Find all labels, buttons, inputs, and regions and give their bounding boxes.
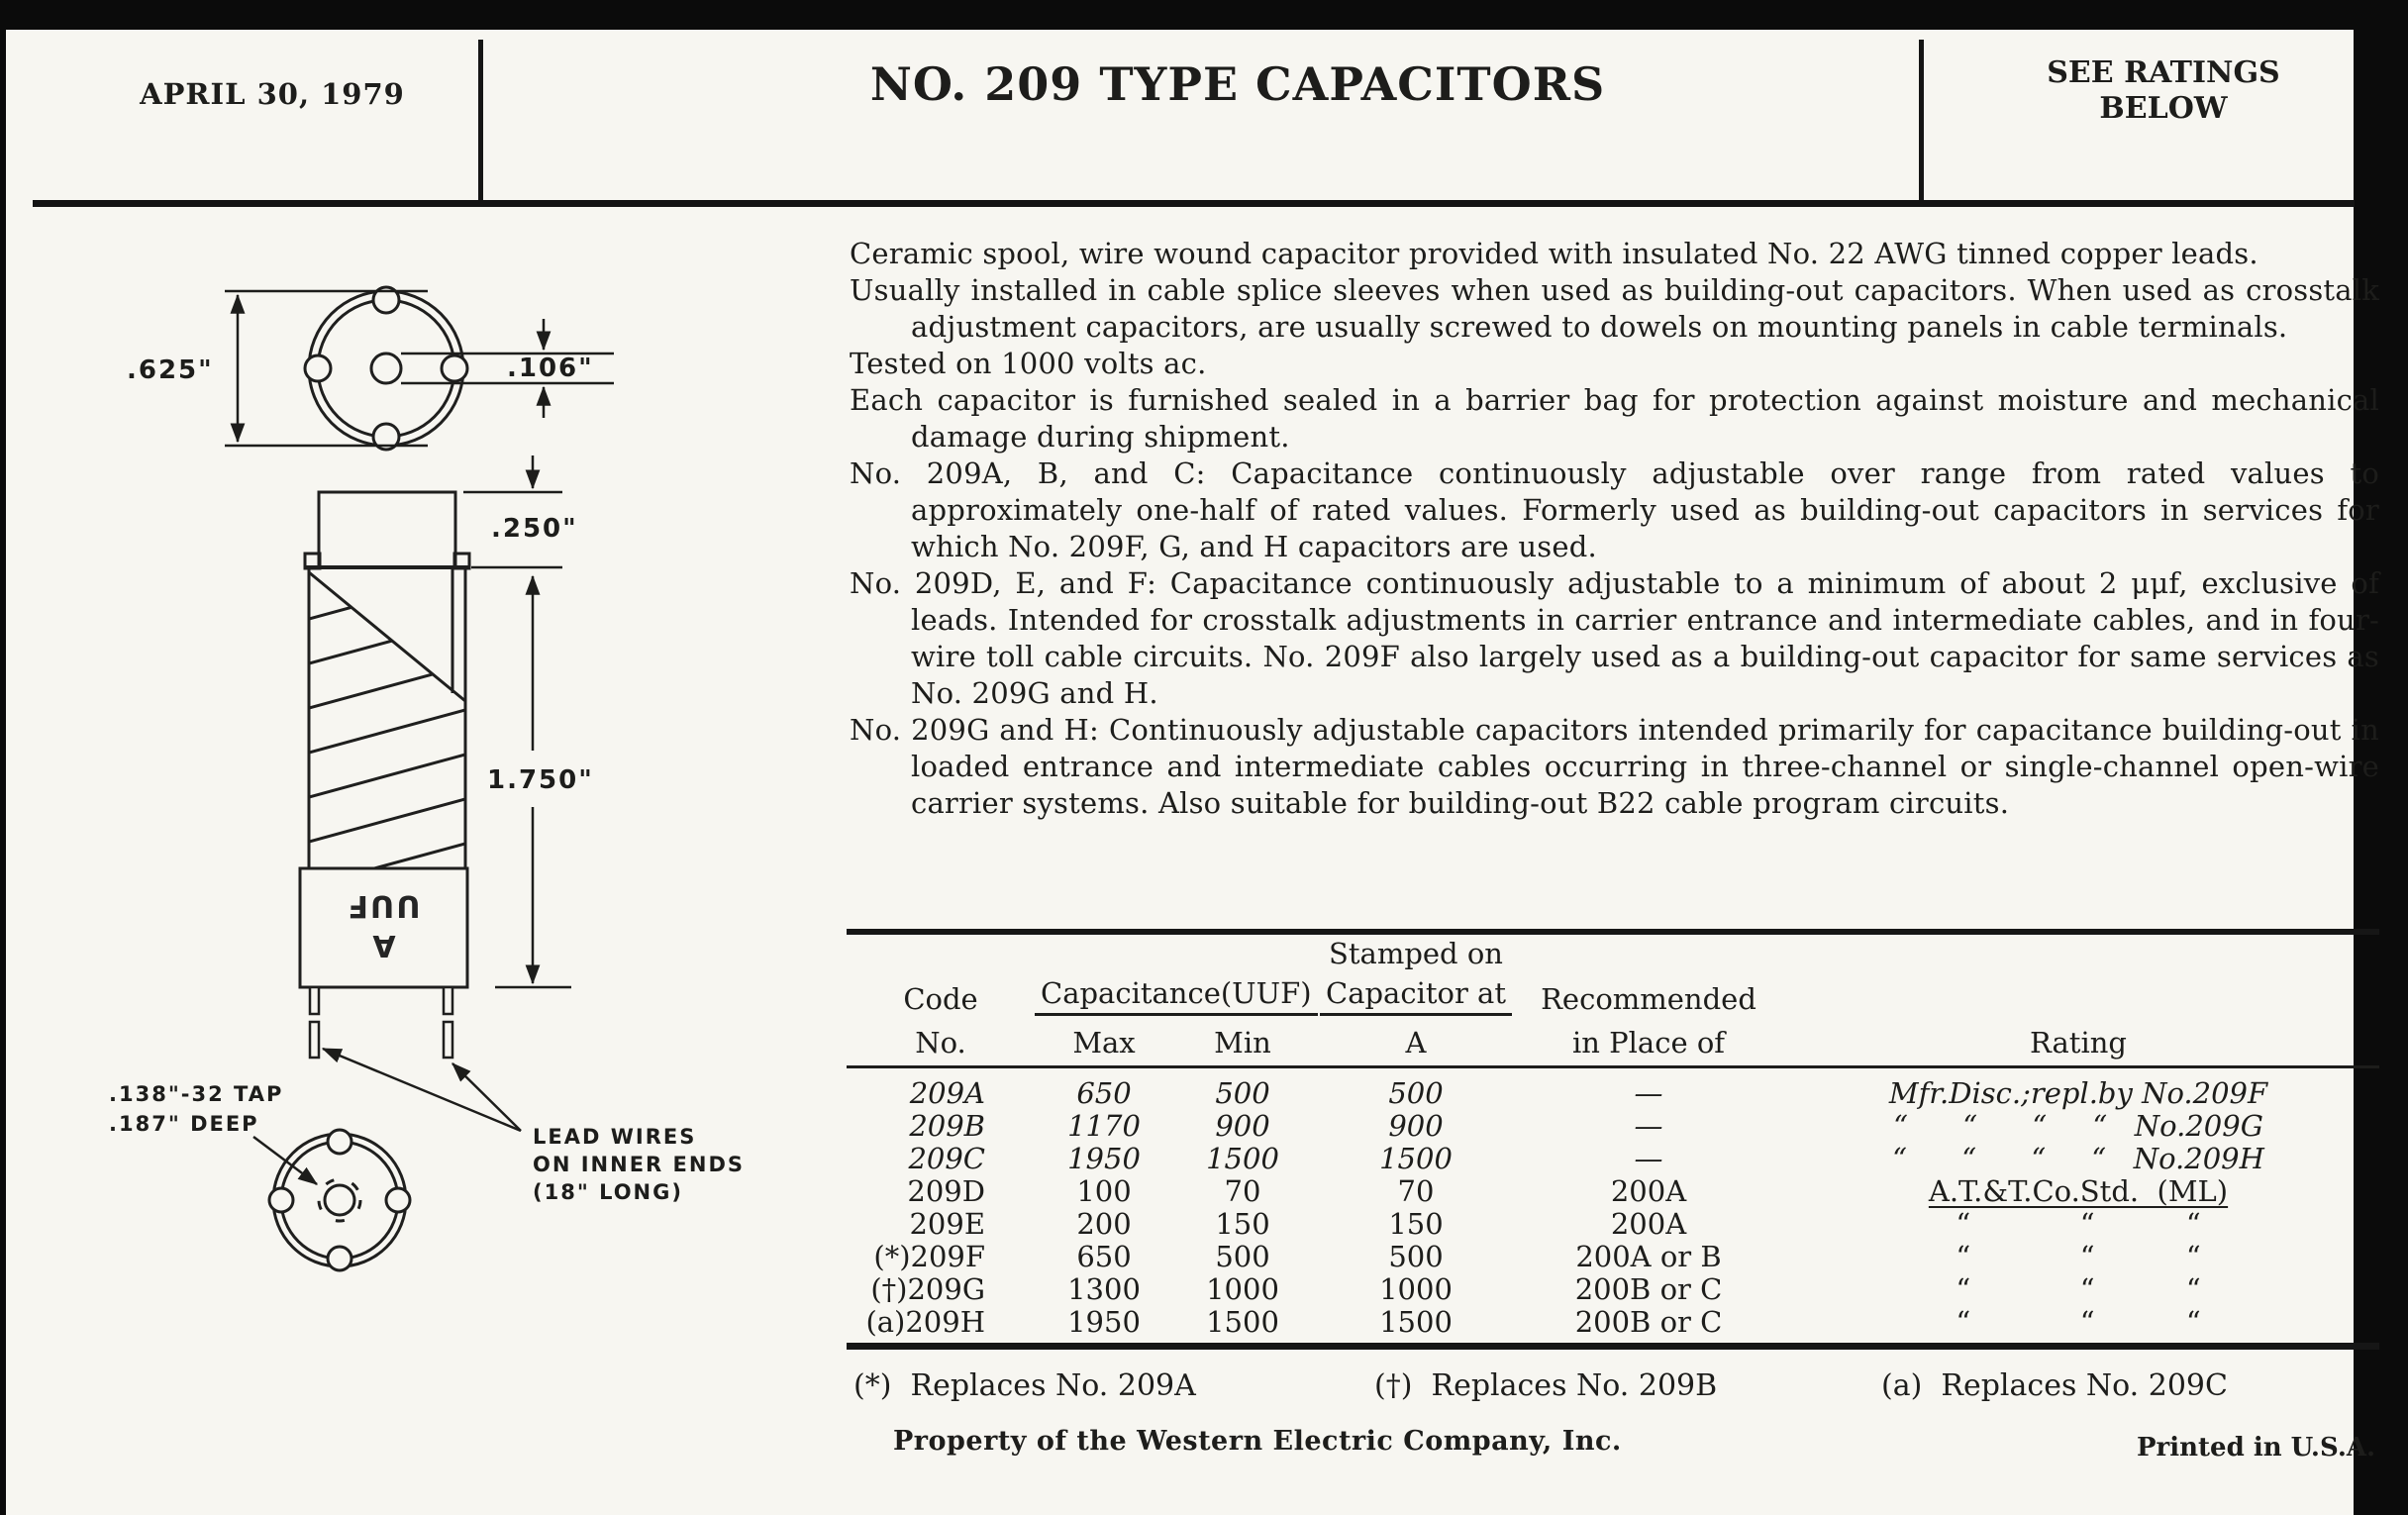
header-date: APRIL 30, 1979: [140, 77, 405, 111]
paragraph: No. 209A, B, and C: Capacitance continuously adjustable over range from rated values to approximately one-half of rated values. Formerly used as building-out capacitors in services for which No. 209F, G, and H capacitors are used.: [850, 456, 2379, 563]
col-stamped-line2: [1312, 976, 1520, 1020]
col-stamped-line3: A: [1405, 1026, 1427, 1060]
col-code-line2: No.: [915, 1026, 966, 1060]
description-text: [850, 236, 2379, 822]
footnote-a: (a) Replaces No. 209C: [1881, 1368, 2228, 1403]
table-row: [847, 1174, 2379, 1207]
cell-rating: “ “ “: [1956, 1305, 2201, 1339]
footnote-asterisk: (*) Replaces No. 209A: [853, 1368, 1196, 1403]
cell-replace: —: [1634, 1109, 1663, 1143]
winding-hatch: [309, 576, 465, 886]
cell-min: 150: [1215, 1207, 1270, 1241]
paragraph: Tested on 1000 volts ac.: [850, 347, 1207, 380]
cell-code: 209B: [909, 1109, 985, 1143]
stamp-line1: A: [370, 928, 396, 962]
dim-body-label: 1.750": [487, 765, 594, 795]
cell-stamped: 1500: [1379, 1305, 1453, 1339]
cell-max: 650: [1076, 1240, 1132, 1273]
cell-min: 900: [1215, 1109, 1270, 1143]
cell-min: 500: [1215, 1076, 1270, 1110]
cell-replace: —: [1634, 1142, 1663, 1175]
stamp-line2: UUF: [346, 888, 421, 923]
tap-label-line2: .187" DEEP: [109, 1112, 259, 1136]
header-note-line1: SEE RATINGS: [2047, 55, 2280, 90]
cell-max: 200: [1076, 1207, 1132, 1241]
cell-stamped: 1500: [1379, 1142, 1453, 1175]
cell-code: (*)209F: [873, 1240, 985, 1273]
side-view: [300, 492, 469, 1058]
cell-code: 209C: [908, 1142, 985, 1175]
cell-rating: “ “ “ “ No.209H: [1892, 1142, 2264, 1175]
table-header: [847, 935, 2379, 1063]
paragraph: Usually installed in cable splice sleeves when used as building-out capacitors. When used as crosstalk adjustment capacitors, are usually screwed to dowels on mounting panels in cable terminals.: [850, 273, 2379, 344]
footer-printed-note: Printed in U.S.A.: [2137, 1433, 2376, 1463]
cell-rating: A.T.&T.Co.Std. (ML): [1928, 1174, 2229, 1208]
cell-max: 650: [1076, 1076, 1132, 1110]
cell-code: 209D: [907, 1174, 985, 1208]
col-stamped-line1: Stamped on: [1329, 937, 1503, 970]
cell-stamped: 500: [1388, 1076, 1444, 1110]
cell-rating: Mfr.Disc.;repl.by No.209F: [1888, 1076, 2268, 1110]
cell-stamped: 900: [1388, 1109, 1444, 1143]
paragraph: Each capacitor is furnished sealed in a barrier bag for protection against moisture and mechanical damage during shipment.: [850, 383, 2379, 454]
leads-label-line2: ON INNER ENDS: [533, 1153, 746, 1176]
dim-cap-height: [463, 455, 562, 567]
table-row: [847, 1076, 2379, 1109]
col-max: Max: [1072, 1026, 1136, 1060]
cell-replace: 200B or C: [1574, 1305, 1723, 1339]
cell-replace: 200B or C: [1574, 1272, 1723, 1306]
cell-min: 500: [1215, 1240, 1270, 1273]
cell-max: 1300: [1067, 1272, 1141, 1306]
table-row: [847, 1142, 2379, 1174]
cell-max: 1950: [1067, 1142, 1141, 1175]
tap-label-line1: .138"-32 TAP: [109, 1082, 284, 1106]
cell-min: 1500: [1206, 1305, 1279, 1339]
col-min: Min: [1214, 1026, 1271, 1060]
paragraph: No. 209G and H: Continuously adjustable capacitors intended primarily for capacitance building-out in loaded entrance and intermediate cables occurring in three-channel or single-channel open-wire carrier systems. Also suitable for building-out B22 cable program circuits.: [850, 713, 2379, 820]
cell-min: 1000: [1206, 1272, 1279, 1306]
cell-stamped: 1000: [1379, 1272, 1453, 1306]
table-rule-bottom: [847, 1343, 2379, 1350]
cell-min: 70: [1224, 1174, 1261, 1208]
table-row: [847, 1109, 2379, 1142]
cell-replace: 200A: [1610, 1174, 1687, 1208]
cell-replace: 200A or B: [1575, 1240, 1722, 1273]
top-view: [305, 287, 467, 450]
paragraph: No. 209D, E, and F: Capacitance continuously adjustable to a minimum of about 2 μμf, exclusive of leads. Intended for crosstalk adjustments in carrier entrance and intermediate cables, and in four-wire toll cable circuits. No. 209F also largely used as a building-out capacitor for same services as No. 209G and H.: [850, 566, 2379, 710]
cell-max: 100: [1076, 1174, 1132, 1208]
header-rule: [33, 200, 2355, 207]
cell-rating: “ “ “ “ No.209G: [1893, 1109, 2263, 1143]
footer-property-notice: Property of the Western Electric Company, Inc.: [893, 1426, 1622, 1457]
dim-hole-label: .106": [507, 354, 594, 383]
header-note-line2: BELOW: [2099, 91, 2228, 126]
page-title: NO. 209 TYPE CAPACITORS: [869, 57, 1606, 111]
ratings-table: [847, 929, 2379, 1350]
cell-code: (a)209H: [865, 1305, 985, 1339]
col-capacitance: [1035, 976, 1312, 1020]
col-rating: Rating: [2030, 1026, 2127, 1060]
cell-replace: 200A: [1610, 1207, 1687, 1241]
header-note: [1980, 55, 2347, 127]
header-divider-right: [1919, 40, 1924, 201]
col-capacitance-label: Capacitance(UUF): [1035, 976, 1318, 1016]
footnote-dagger: (†) Replaces No. 209B: [1374, 1368, 1718, 1403]
table-body: [847, 1068, 2379, 1338]
leads-label-line1: LEAD WIRES: [533, 1125, 697, 1149]
cell-rating: “ “ “: [1956, 1240, 2201, 1273]
cell-stamped: 500: [1388, 1240, 1444, 1273]
cell-replace: —: [1634, 1076, 1663, 1110]
cell-rating: “ “ “: [1956, 1207, 2201, 1241]
col-stamped-label: Capacitor at: [1320, 976, 1512, 1016]
cell-stamped: 70: [1397, 1174, 1435, 1208]
paragraph: Ceramic spool, wire wound capacitor provided with insulated No. 22 AWG tinned copper leads.: [850, 237, 2258, 270]
table-row: [847, 1207, 2379, 1240]
dim-cap-label: .250": [491, 514, 578, 544]
cell-min: 1500: [1206, 1142, 1279, 1175]
leads-leader-arrows: [323, 1049, 521, 1131]
cell-rating: “ “ “: [1956, 1272, 2201, 1306]
table-row: [847, 1272, 2379, 1305]
col-code-line1: Code: [903, 982, 978, 1016]
cell-stamped: 150: [1388, 1207, 1444, 1241]
col-recommended-line2: in Place of: [1571, 1026, 1726, 1060]
table-row: [847, 1305, 2379, 1338]
cell-code: (†)209G: [870, 1272, 985, 1306]
cell-max: 1170: [1067, 1109, 1141, 1143]
cell-max: 1950: [1067, 1305, 1141, 1339]
header-divider-left: [478, 40, 483, 201]
leads-label-line3: (18" LONG): [533, 1180, 683, 1204]
bottom-view: [269, 1130, 410, 1270]
capacitor-diagram: [59, 277, 772, 1297]
col-recommended-line1: Recommended: [1541, 982, 1756, 1016]
cell-code: 209E: [909, 1207, 985, 1241]
table-row: [847, 1240, 2379, 1272]
cell-code: 209A: [909, 1076, 985, 1110]
dim-outer-label: .625": [127, 355, 214, 385]
